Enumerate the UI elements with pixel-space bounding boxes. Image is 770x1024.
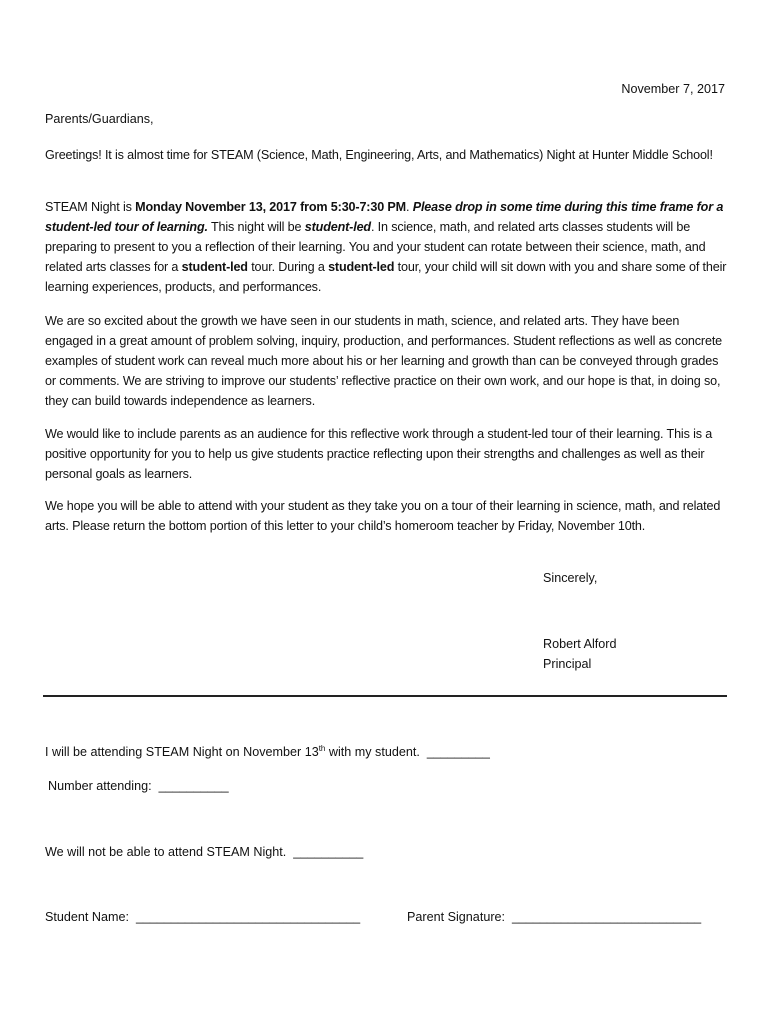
parents-audience-paragraph: We would like to include parents as an audience for this reflective work through a student-led tour of their learning. This is a positive opportunity for you to help us give students practice reflecting upon their strengths and challenges as well as their personal goals as learners. bbox=[45, 427, 713, 481]
attending-sup: th bbox=[318, 743, 326, 753]
student-led-emphasis-3: student-led bbox=[328, 260, 395, 274]
signer-name: Robert Alford bbox=[543, 637, 617, 651]
p2-intro: STEAM Night is bbox=[45, 200, 136, 214]
p2-mid2: . In science, math, and related arts classes students will be preparing to present to you a reflection of their learning. You and your student can rotate between their science, math, and related arts classes for a bbox=[45, 220, 706, 274]
number-attending-field[interactable]: Number attending: __________ bbox=[48, 779, 229, 793]
p2-end: tour, your child will sit down with you and share some of their learning experiences, products, and performances. bbox=[45, 260, 727, 294]
salutation: Parents/Guardians, bbox=[45, 112, 154, 126]
closing: Sincerely, bbox=[543, 571, 598, 585]
signer-title: Principal bbox=[543, 657, 592, 671]
growth-paragraph: We are so excited about the growth we have seen in our students in math, science, and related arts. They have been engaged in a great amount of problem solving, inquiry, production, and performances. Student reflections as well as concrete examples of student work can reveal much more about his or her learning and growth than can be conveyed through grades or comments. We are striving to improve our students’ reflective practice on their own work, and our hope is that, in doing so, they can build towards independence as learners. bbox=[45, 314, 723, 408]
student-led-emphasis-2: student-led bbox=[181, 260, 248, 274]
student-led-emphasis-1: student-led bbox=[304, 220, 371, 234]
student-name-field[interactable]: Student Name: ________________________________ bbox=[45, 910, 361, 924]
not-attending-line[interactable]: We will not be able to attend STEAM Night. __________ bbox=[45, 845, 364, 859]
event-datetime: Monday November 13, 2017 from 5:30-7:30 PM bbox=[135, 200, 406, 214]
parent-signature-field[interactable]: Parent Signature: ___________________________ bbox=[407, 910, 702, 924]
attending-suffix: with my student. _________ bbox=[325, 745, 490, 759]
drop-in-note: Please drop in some time during this time frame for a student-led tour of learning. bbox=[45, 200, 724, 234]
cut-line-divider bbox=[43, 695, 727, 697]
p2-mid1: This night will be bbox=[207, 220, 305, 234]
p2-mid3: tour. During a bbox=[247, 260, 329, 274]
signature-block bbox=[543, 634, 617, 674]
letter-date: November 7, 2017 bbox=[621, 82, 725, 96]
attending-line[interactable] bbox=[45, 742, 490, 762]
attending-prefix: I will be attending STEAM Night on November 13 bbox=[45, 745, 319, 759]
return-request-paragraph: We hope you will be able to attend with your student as they take you on a tour of their learning in science, math, and related arts. Please return the bottom portion of this letter to your child’s homeroom teacher by Friday, November 10th. bbox=[45, 499, 721, 533]
p2-dot: . bbox=[406, 200, 413, 214]
greeting-paragraph: Greetings! It is almost time for STEAM (Science, Math, Engineering, Arts, and Mathematics) Night at Hunter Middle School! bbox=[45, 148, 713, 162]
event-details-paragraph bbox=[45, 197, 727, 297]
